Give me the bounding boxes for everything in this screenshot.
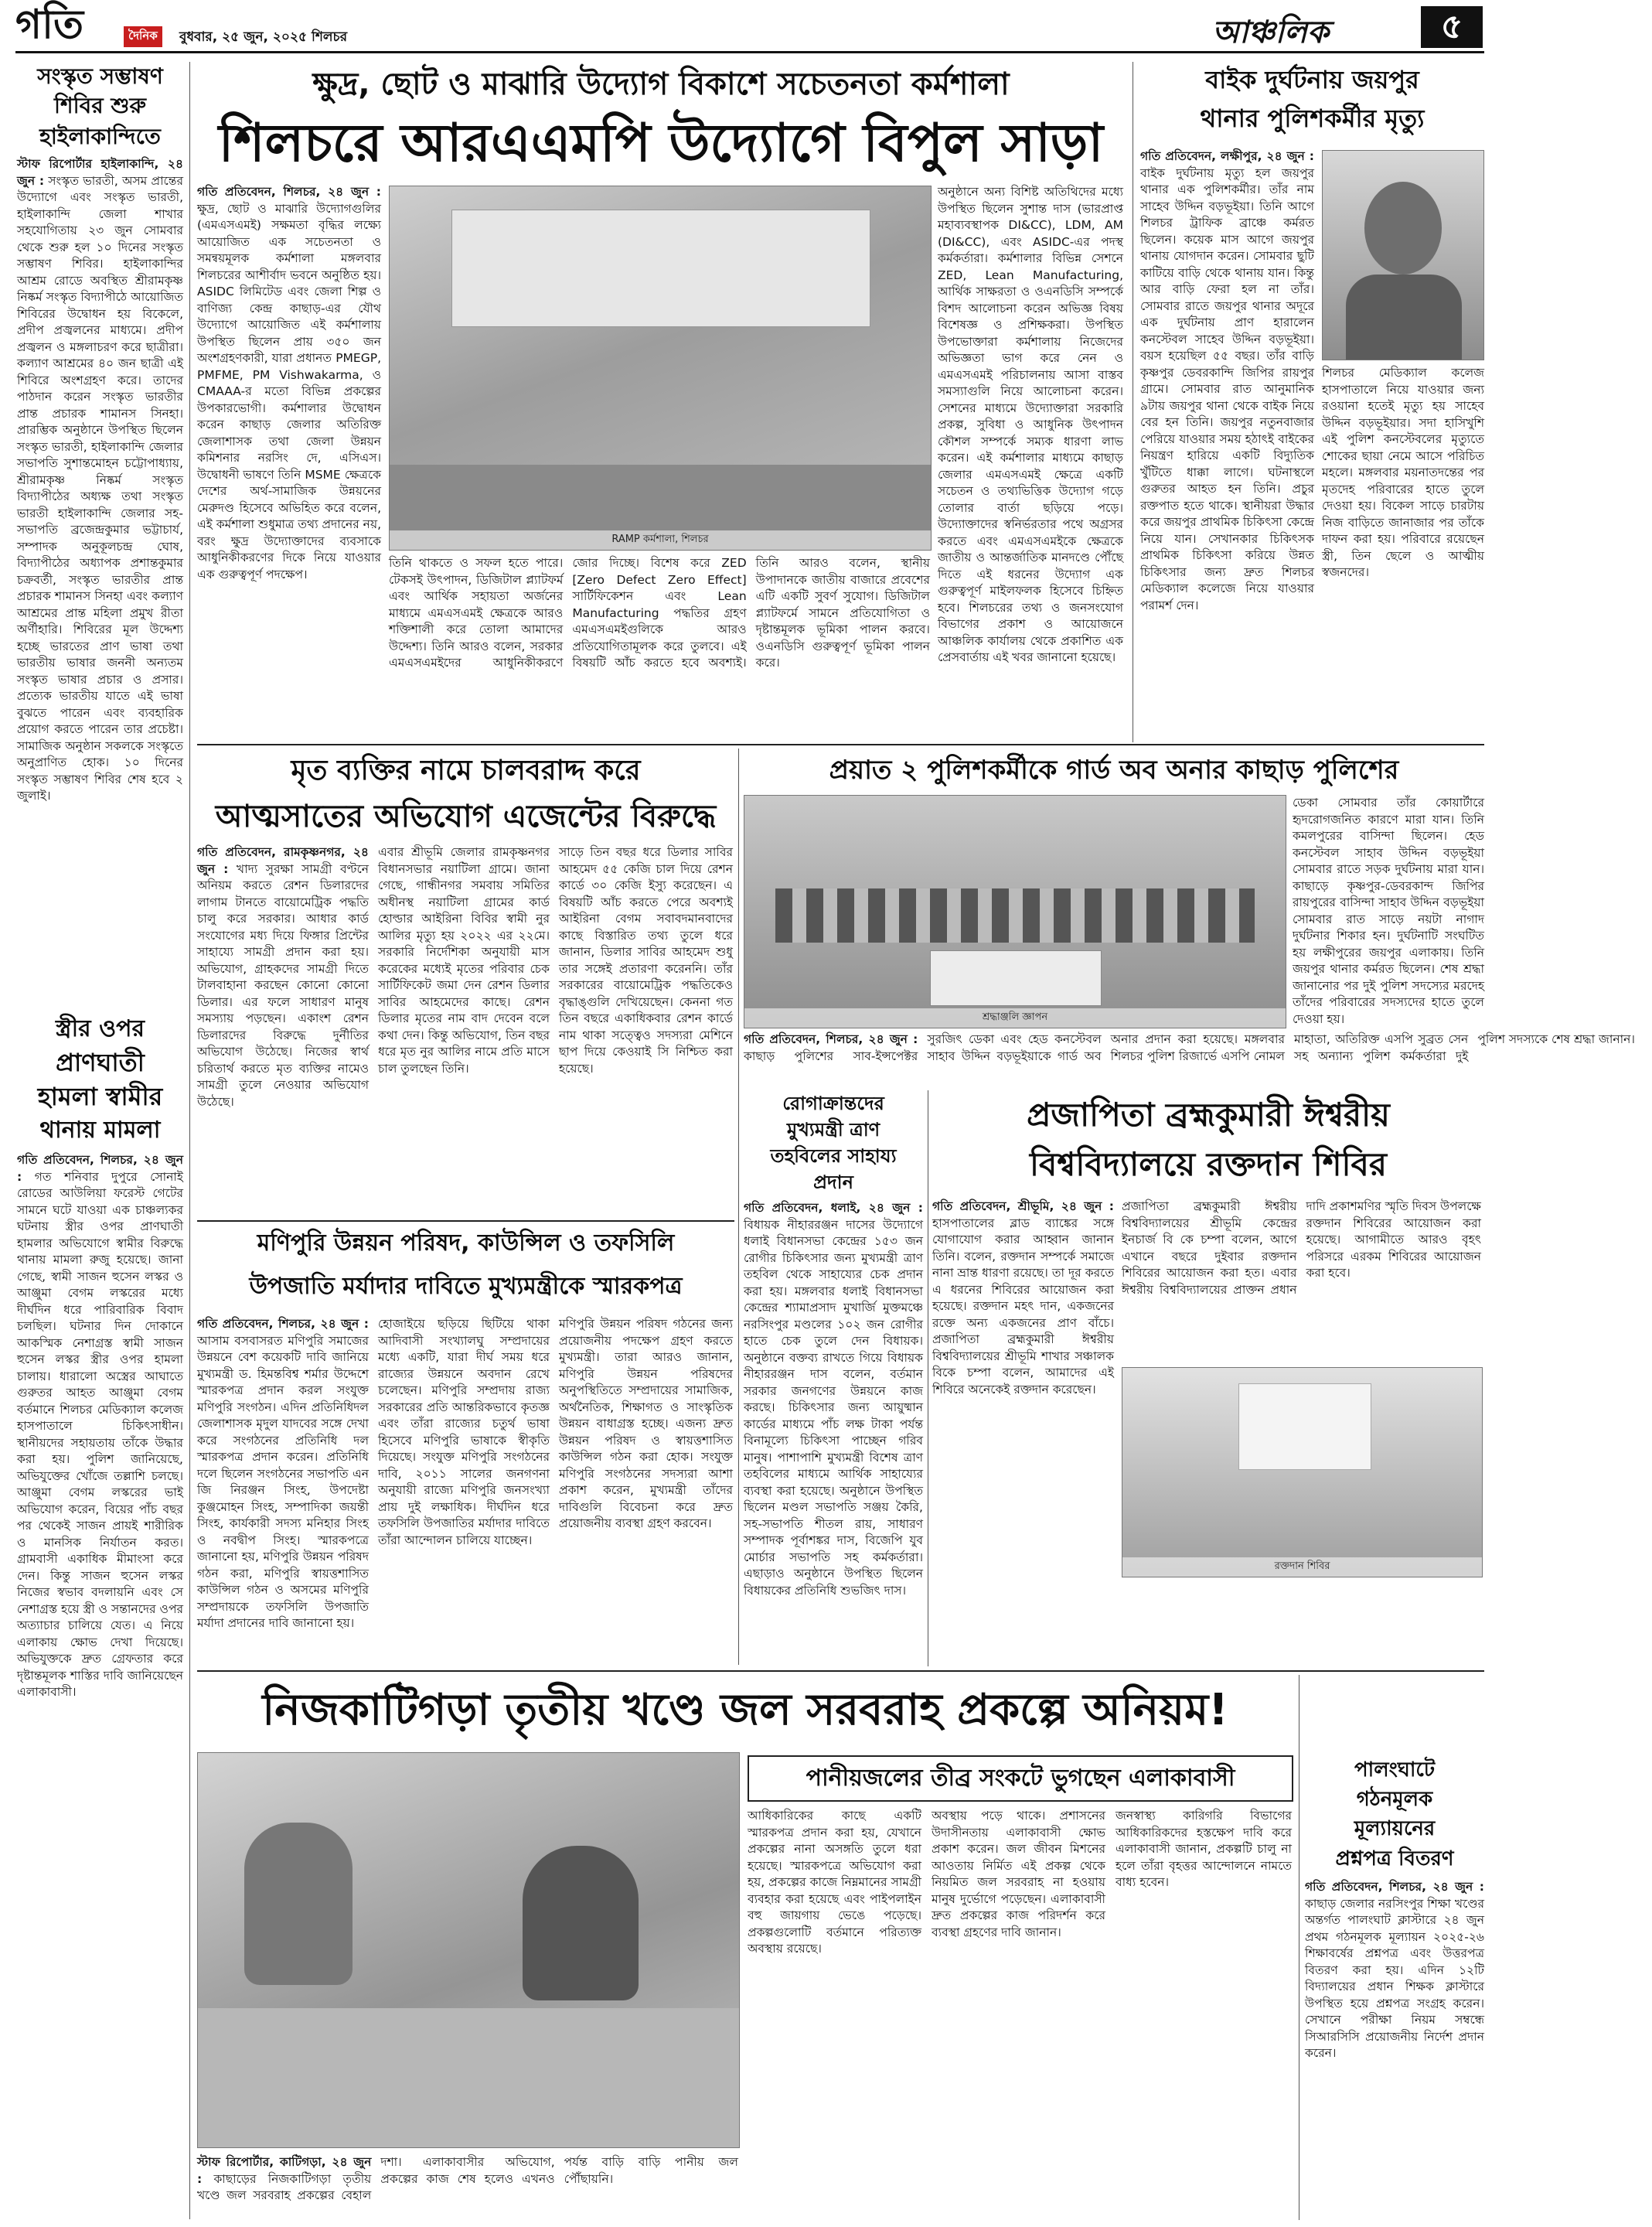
article-column bbox=[559, 1316, 733, 1664]
article-column bbox=[1140, 148, 1314, 736]
photo-caption: শ্রদ্ধাঞ্জলি জ্ঞাপন bbox=[744, 1008, 1286, 1028]
article-text: কাছাড় জেলার নরসিংপুর শিক্ষা খণ্ডের অন্তর্গত পালংঘাট ক্লাস্টারে ২৪ জুন প্রথম গঠনমূলক মূল্যায়ন ২০২৫-২৬ শিক্ষাবর্ষের প্রশ্নপত্র এবং উত্তরপত্র বিতরণ করা হয়। এদিন ১২টি বিদ্যালয়ের প্রধান শিক্ষক ক্লাস্টারে উপস্থিত হয়ে প্রশ্নপত্র সংগ্রহ করেন। সেখানে পরীক্ষা নিয়ম সম্বন্ধে সিআরসিসি প্রয়োজনীয় নির্দেশ প্রদান করেন। bbox=[1305, 1896, 1484, 2060]
headline: উপজাতি মর্যাদার দাবিতে মুখ্যমন্ত্রীকে স্মারকপত্র bbox=[249, 1273, 683, 1300]
article-column bbox=[932, 1808, 1105, 2218]
story-sanskrit bbox=[17, 62, 183, 1005]
headline: গঠনমূলক bbox=[1356, 1788, 1433, 1811]
blood-camp-photo bbox=[1122, 1367, 1483, 1577]
subhead-box bbox=[748, 1755, 1293, 1802]
byline: স্টাফ রিপোর্টার হাইলাকান্দি, ২৪ জুন : bbox=[17, 157, 183, 188]
article-column bbox=[1116, 1808, 1292, 2218]
article-column bbox=[197, 2154, 738, 2220]
article-body bbox=[1305, 1879, 1484, 2212]
byline: স্টাফ রিপোর্টার, কাটিগড়া, ২৪ জুন : bbox=[197, 2155, 372, 2186]
guard-of-honour-photo bbox=[744, 795, 1286, 1028]
article-column bbox=[932, 1199, 1114, 1663]
byline: গতি প্রতিবেদন, রামকৃষ্ণনগর, ২৪ জুন : bbox=[197, 845, 369, 876]
water-office-photo bbox=[197, 1752, 740, 2148]
headline: প্রাণঘাতী bbox=[56, 1048, 145, 1077]
story-ration-fraud bbox=[197, 749, 734, 1212]
story-ramp-banner bbox=[197, 60, 1125, 741]
story-bike-accident bbox=[1140, 60, 1484, 741]
photo-caption: রক্তদান শিবির bbox=[1122, 1557, 1482, 1577]
story-wife-attack bbox=[17, 1013, 183, 2219]
masthead-dainik-badge: দৈনিক bbox=[124, 26, 162, 47]
headline: পালংঘাটে bbox=[1354, 1758, 1435, 1782]
headline: স্ত্রীর ওপর bbox=[55, 1015, 145, 1042]
article-text: কাছাড় পুলিশের সাব-ইন্সপেক্টর সুরজিৎ ডেকা এবং হেড কনস্টেবল সাহাব উদ্দিন বড়ভূইয়াকে গার্ড অব অনার প্রদান করা হয়েছে। মঙ্গলবার শিলচর পুলিশ রিজার্ভে এসপি নোমল মাহাতা, অতিরিক্ত এসপি সুব্রত সেন সহ অন্যান্য পুলিশ কর্মকর্তারা দুই পুলিশ সদস্যকে শেষ শ্রদ্ধা জানান। bbox=[744, 1032, 1635, 1063]
article-column bbox=[1122, 1199, 1481, 1361]
masthead-logo: গতি bbox=[15, 2, 83, 48]
article-text: হোজাইয়ে ছড়িয়ে ছিটিয়ে থাকা আদিবাসী সংখ্যালঘু সম্প্রদায়ের মধ্যে একটি, যারা দীর্ঘ সময় ধরে রাজ্যের উন্নয়নে অবদান রেখে চলেছেন। মণিপুরি সম্প্রদায় রাজ্য সরকারের প্রতি আন্তরিকভাবে কৃতজ্ঞ এবং তাঁরা রাজ্যের চতুর্থ ভাষা হিসেবে মণিপুরি ভাষাকে স্বীকৃতি দিয়েছে। সংযুক্ত মণিপুরি সংগঠনের দাবি, ২০১১ সালের জনগণনা অনুযায়ী রাজ্যে মণিপুরি জনসংখ্যা প্রায় দুই লক্ষাধিক। দীর্ঘদিন ধরে তফসিলি উপজাতির মর্যাদার দাবিতে তাঁরা আন্দোলন চালিয়ে যাচ্ছেন। bbox=[378, 1317, 550, 1547]
article-body bbox=[744, 1200, 923, 1664]
article-text: খাদ্য সুরক্ষা সামগ্রী বণ্টনে অনিয়ম করতে রেশন ডিলারদের লাগাম টানতে বায়োমেট্রিক পদ্ধতি চালু করে সরকার। আধার কার্ড সংযোগের মধ্য দিয়ে ফিঙ্গার প্রিন্টের সাহায্যে সামগ্রী প্রদান করা হয়। অভিযোগ, গ্রাহকদের সামগ্রী দিতে টালবাহানা করছেন কোনো কোনো ডিলার। এর ফলে সাধারণ মানুষ সমস্যায় পড়ছেন। একাংশ রেশন ডিলারদের বিরুদ্ধে দুর্নীতির অভিযোগ উঠেছে। নিজের স্বার্থ চরিতার্থ করতে মৃত ব্যক্তির নামেও সামগ্রী তুলে নেওয়ার অভিযোগ উঠেছে। bbox=[197, 861, 369, 1109]
masthead-page-number: ৫ bbox=[1421, 6, 1483, 48]
article-column bbox=[197, 184, 381, 725]
article-column bbox=[1322, 365, 1484, 736]
article-text: জনস্বাস্থ্য কারিগরি বিভাগের আধিকারিকদের হস্তক্ষেপ দাবি করে এলাকাবাসী জানান, প্রকল্পটি চালু না হলে তাঁরা বৃহত্তর আন্দোলনে নামতে বাধ্য হবেন। bbox=[1116, 1809, 1292, 1889]
byline: গতি প্রতিবেদন, শিলচর, ২৪ জুন : bbox=[17, 1153, 183, 1184]
column-rule bbox=[189, 1330, 190, 2219]
headline: হাইলাকান্দিতে bbox=[39, 124, 161, 149]
headline: আত্মসাতের অভিযোগ এজেন্টের বিরুদ্ধে bbox=[215, 799, 717, 834]
article-text: আসাম বসবাসরত মণিপুরি সমাজের উন্নয়নে বেশ কয়েকটি দাবি জানিয়ে মুখ্যমন্ত্রী ড. হিমন্তবিশ্ব শর্মার উদ্দেশে স্মারকপত্র প্রদান করল সংযুক্ত মণিপুরি সংগঠন। এদিন প্রতিনিধিদল জেলাশাসক মৃদুল যাদবের সঙ্গে দেখা করে সংগঠনের প্রতিনিধি দল স্মারকপত্র প্রদান করেন। প্রতিনিধি দলে ছিলেন সংগঠনের সভাপতি এন জি নিরঞ্জন সিংহ, উপদেষ্টা কুঞ্জমোহন সিংহ, সম্পাদিকা জয়ন্তী সিংহ, কার্যকারী সদস্য মনিহার সিংহ ও নবদ্বীপ সিংহ। স্মারকপত্রে জানানো হয়, মণিপুরি উন্নয়ন পরিষদ গঠন করা, মণিপুরি স্বায়ত্তশাসিত কাউন্সিল গঠন ও অসমের মণিপুরি সম্প্রদায়কে তফসিলি উপজাতি মর্যাদা প্রদানের দাবি জানানো হয়। bbox=[197, 1333, 369, 1630]
article-column bbox=[197, 1316, 369, 1664]
story-guard-of-honour bbox=[744, 749, 1635, 1081]
headline: মণিপুরি উন্নয়ন পরিষদ, কাউন্সিল ও তফসিলি bbox=[257, 1229, 675, 1257]
headline: প্রদান bbox=[813, 1171, 853, 1193]
headline: মৃত ব্যক্তির নামে চালবরাদ্দ করে bbox=[291, 755, 641, 786]
masthead-date-line: বুধবার, ২৫ জুন, ২০২৫ শিলচর bbox=[179, 29, 348, 45]
masthead bbox=[15, 2, 1484, 53]
headline: হামলা স্বামীর bbox=[37, 1082, 163, 1111]
article-text: অনুষ্ঠানে অন্য বিশিষ্ট অতিথিদের মধ্যে উপস্থিত ছিলেন সুশান্ত দাস (ভারপ্রাপ্ত মহাব্যবস্থাপক DI&CC), LDM, AM (DI&CC), এবং ASIDC-এর পদস্থ কর্মকর্তারা। কর্মশালার বিভিন্ন সেশনে ZED, Lean Manufacturing, আর্থিক সাক্ষরতা ও ওএনডিসি সম্পর্কে বিশদ আলোচনা করেন অভিজ্ঞ বিষয় বিশেষজ্ঞ ও প্রশিক্ষকরা। উপস্থিত উপভোক্তারা কর্মশালায় নিজেদের অভিজ্ঞতা ভাগ করে নেন ও এমএসএমই পরিচালনায় আসা বাস্তব সমস্যাগুলি নিয়ে আলোচনা করেন। সেশনের মাধ্যমে উদ্যোক্তারা সরকারি প্রকল্প, সুবিধা ও আধুনিক উৎপাদন কৌশল সম্পর্কে সম্যক ধারণা লাভ করেন। এই কর্মশালার মাধ্যমে কাছাড় জেলার এমএসএমই ক্ষেত্রে একটি সচেতন ও তথ্যভিত্তিক উদ্যোগ গড়ে তোলার বার্তা ছড়িয়ে পড়ে। উদ্যোক্তাদের স্বনির্ভরতার পথে অগ্রসর করতে এবং এমএসএমইকে ক্ষেত্রকে জাতীয় ও আন্তর্জাতিক মানদণ্ডে পৌঁছে দিতে এই ধরনের উদ্যোগ এক গুরুত্বপূর্ণ মাইলফলক হিসেবে চিহ্নিত হবে। শিলচরের তথ্য ও জনসংযোগ বিভাগের প্রকাশ ও আয়োজনে আঞ্চলিক কার্যালয় থেকে প্রকাশিত এক প্রেসবার্তায় এই খবর জানানো হয়েছে। bbox=[938, 185, 1123, 664]
column-rule bbox=[738, 749, 739, 1665]
article-text: মণিপুরি উন্নয়ন পরিষদ গঠনের জন্য প্রয়োজনীয় পদক্ষেপ গ্রহণ করতে মুখ্যমন্ত্রী। তারা আরও জানান, মণিপুরি উন্নয়ন পরিষদের অনুপস্থিতিতে সম্প্রদায়ের সামাজিক, অর্থনৈতিক, শিক্ষাগত ও সাংস্কৃতিক উন্নয়ন বাধাগ্রস্ত হচ্ছে। এজন্য দ্রুত উন্নয়ন পরিষদ ও স্বায়ত্তশাসিত কাউন্সিল গঠন করা হোক। সংযুক্ত মণিপুরি সংগঠনের সদস্যরা আশা প্রকাশ করেন, মুখ্যমন্ত্রী তাঁদের দাবিগুলি বিবেচনা করে দ্রুত প্রয়োজনীয় ব্যবস্থা গ্রহণ করবেন। bbox=[559, 1317, 733, 1530]
article-text: এবার শ্রীভূমি জেলার রামকৃষ্ণনগর বিধানসভার নয়াটিলা গ্রামে। জানা গেছে, গান্ধীনগর সমবায় সমিতির অধীনস্থ নয়াটিলা গ্রামের কার্ড হোল্ডার আইরিনা বিবির স্বামী নুর আলির মৃত্যু হয় ২০২২ এর ২২মে। সরকারি নির্দেশিকা অনুযায়ী মাস করেকের মধ্যেই মৃতের পরিবার চেক সার্টিফিকেট জমা দেন রেশন ডিলার সাবির আহমেদের কাছে। রেশন ডিলার মৃতের নাম বাদ দেবেন বলে কথা দেন। কিন্তু অভিযোগ, তিন বছর ধরে মৃত নুর আলির নামে প্রতি মাসে চাল তুলছেন তিনি। bbox=[378, 845, 550, 1076]
article-text: বাইক দুর্ঘটনায় মৃত্যু হল জয়পুর থানার এক পুলিশকর্মীর। তাঁর নাম সাহেব উদ্দিন বড়ভূইয়া। তিনি আগে শিলচর ট্রাফিক ব্রাঞ্চে কর্মরত ছিলেন। কয়েক মাস আগে জয়পুর থানায় যোগদান করেন। সোমবার ছুটি কাটিয়ে বাড়ি থেকে থানায় যান। কিন্তু আর বাড়ি ফেরা হল না তাঁর। সোমবার রাতে জয়পুর থানার অদূরে এক দুর্ঘটনায় প্রাণ হারালেন কনস্টেবল সাহেব উদ্দিন বড়ভূইয়া। বয়স হয়েছিল ৫৫ বছর। তাঁর বাড়ি কৃষ্ণপুর ডেবরকান্দি জিপির রায়পুর গ্রামে। সোমবার রাত আনুমানিক ৯টায় জয়পুর থানা থেকে বাইক নিয়ে বের হন তিনি। জয়পুর নতুনবাজার পেরিয়ে যাওয়ার সময় হঠাৎই বাইকের নিয়ন্ত্রণ হারিয়ে একটি বিদ্যুতিক খুঁটিতে ধাক্কা লাগে। ঘটনাস্থলে গুরুতর আহত হন তিনি। প্রচুর রক্তপাত হতে থাকে। স্থানীয়রা উদ্ধার করে জয়পুর প্রাথমিক চিকিৎসা কেন্দ্রে নিয়ে যান। সেখানকার চিকিৎসক প্রাথমিক চিকিৎসা করিয়ে উন্নত চিকিৎসার জন্য দ্রুত শিলচর মেডিক্যাল কলেজে নিয়ে যাওয়ার পরামর্শ দেন। bbox=[1140, 165, 1314, 612]
article-body bbox=[17, 1152, 183, 2212]
article-column bbox=[197, 844, 369, 1208]
article-text: ডেকা সোমবার তাঁর কোয়ার্টারে হৃদরোগজনিত কারণে মারা যান। তিনি কমলপুরের বাসিন্দা ছিলেন। হেড কনস্টেবল সাহাব উদ্দিন বড়ভূইয়া সোমবার রাতে সড়ক দুর্ঘটনায় মারা যান। কাছাড়ে কৃষ্ণপুর-ডেবরকান্দ জিপির রায়পুরের বাসিন্দা সাহাব উদ্দিন বড়ভূইয়া সোমবার রাত সাড়ে নয়টা নাগাদ দুর্ঘটনার শিকার হন। দুর্ঘটনাটি সংঘটিত হয় লক্ষীপুরের জয়পুর এলাকায়। তিনি জয়পুর থানার কর্মরত ছিলেন। শেষ শ্রদ্ধা জানানোর পর দুই পুলিশ সদস্যের মরদেহ তাঁদের পরিবারের সদস্যদের হাতে তুলে দেওয়া হয়। bbox=[1293, 796, 1484, 1026]
headline: প্রজাপিতা ব্রহ্মকুমারী ঈশ্বরীয় bbox=[1027, 1096, 1390, 1134]
column-rule bbox=[189, 62, 190, 1330]
headline: বিশ্ববিদ্যালয়ে রক্তদান শিবির bbox=[1030, 1145, 1387, 1183]
article-text: সাড়ে তিন বছর ধরে ডিলার সাবির আহমেদ ৫৫ কেজি চাল দিয়ে রেশন কার্ডে ৩০ কেজি ইস্যু করেছেন। এ বিষয়টি আঁচ করতে পেরে অবশ্যই আইরিনা বেগম সবাবদমানবাদের কাছে বিস্তারিত তথ্য তুলে ধরে জানান, ডিলার সাবির আহমেদ শুধু তার সঙ্গেই প্রতারণা করেননি। তাঁর সরকারের বায়োমেট্রিক পদ্ধতিকেও বৃদ্ধাঙ্গুলি দেখিয়েছেন। কেননা গত তিন বছরে একাধিকবার রেশন কার্ডে নাম থাকা সত্ত্বেও সদস্যরা মেশিনে ছাপ দিয়ে কেওয়াই সি নিশ্চিত করা হয়েছে। bbox=[559, 845, 733, 1076]
workshop-photo bbox=[389, 186, 932, 551]
article-text: শিলচর মেডিক্যাল কলেজ হাসপাতালে নিয়ে যাওয়ার জন্য রওয়ানা হতেই মৃত্যু হয় সাহেব উদ্দিন বড়ভূইয়ার। সদা হাসিখুশি এই পুলিশ কনস্টেবলের মৃত্যুতে শোকের ছায়া নেমে আসে পরিচিত মহলে। মঙ্গলবার ময়নাতদন্তের পর মৃতদেহ পরিবারের হাতে তুলে দেওয়া হয়। বিকেল সাড়ে চারটায় নিজ বাড়িতে জানাজার পর তাঁকে দাফন করা হয়। পরিবারে রয়েছেন স্ত্রী, তিন ছেলে ও আত্মীয় স্বজনদের। bbox=[1322, 366, 1484, 579]
article-body bbox=[17, 156, 183, 991]
headline: প্রশ্নপত্র বিতরণ bbox=[1335, 1847, 1454, 1871]
headline: থানার পুলিশকর্মীর মৃত্যু bbox=[1200, 104, 1425, 133]
masthead-section: আঞ্চলিক bbox=[1212, 14, 1329, 50]
article-column bbox=[748, 1808, 921, 2218]
article-column bbox=[744, 1032, 1635, 1081]
kicker-headline: ক্ষুদ্র, ছোট ও মাঝারি উদ্যোগ বিকাশে সচেতনতা কর্মশালা bbox=[312, 67, 1010, 102]
headline: সংস্কৃত সম্ভাষণ bbox=[37, 63, 163, 89]
story-manipuri-memorandum bbox=[197, 1220, 734, 1666]
byline: গতি প্রতিবেদন, শিলচর, ২৪ জুন : bbox=[197, 1317, 369, 1331]
story-blood-donation-camp bbox=[932, 1090, 1484, 1666]
byline: গতি প্রতিবেদন, শিলচর, ২৪ জুন : bbox=[744, 1032, 918, 1046]
story-cm-relief-fund bbox=[744, 1090, 923, 1666]
headline: বাইক দুর্ঘটনায় জয়পুর bbox=[1205, 65, 1419, 94]
article-column bbox=[378, 844, 550, 1208]
article-column bbox=[378, 1316, 550, 1664]
headline: মুখ্যমন্ত্রী ত্রাণ bbox=[786, 1119, 880, 1141]
headline: থানায় মামলা bbox=[39, 1117, 161, 1144]
article-text: ক্ষুদ্র, ছোট ও মাঝারি উদ্যোগগুলির (এমএসএমই) সক্ষমতা বৃদ্ধির লক্ষ্যে আয়োজিত এক সচেতনতা ও সমন্বয়মূলক কর্মশালা মঙ্গলবার শিলচরের আশীর্বাদ ভবনে অনুষ্ঠিত হয়। ASIDC লিমিটেড এবং জেলা শিল্প ও বাণিজ্য কেন্দ্র কাছাড়-এর যৌথ উদ্যোগে আয়োজিত এই কর্মশালায় উপস্থিত ছিলেন প্রায় ৩৫০ জন অংশগ্রহণকারী, যারা প্রধানত PMEGP, PMFME, PM Vishwakarma, ও CMAAA-র মতো বিভিন্ন প্রকল্পের উপকারভোগী। কর্মশালার উদ্বোধন করেন কাছাড় জেলার অতিরিক্ত জেলাশাসক তথা জেলা উন্নয়ন কমিশনার নরসিং দে, এসিএস। উদ্বোধনী ভাষণে তিনি MSME ক্ষেত্রকে দেশের অর্থ-সামাজিক উন্নয়নের মেরুদণ্ড হিসেবে অভিহিত করে বলেন, এই কর্মশালা শুধুমাত্র তথ্য প্রদানের নয়, বরং ক্ষুদ্র উদ্যোক্তাদের ব্যবসাকে আধুনিকীকরণের দিকে নিয়ে যাওয়ার এক গুরুত্বপূর্ণ পদক্ষেপ। bbox=[197, 201, 381, 581]
headline: প্রয়াত ২ পুলিশকর্মীকে গার্ড অব অনার কাছাড় পুলিশের bbox=[829, 755, 1399, 786]
photo-caption: RAMP কর্মশালা, শিলচর bbox=[390, 530, 931, 550]
banner-headline: নিজকাটিগড়া তৃতীয় খণ্ডে জল সরবরাহ প্রকল্পে অনিয়ম! bbox=[262, 1685, 1228, 1735]
article-column bbox=[389, 555, 930, 733]
article-text: অবস্থায় পড়ে থাকে। প্রশাসনের উদাসীনতায় এলাকাবাসী ক্ষোভ প্রকাশ করেন। জল জীবন মিশনের আওতায় নির্মিত এই প্রকল্প থেকে নিয়মিত জল সরবরাহ না হওয়ায় মানুষ দুর্ভোগে পড়েছেন। এলাকাবাসী দ্রুত প্রকল্পের কাজ পরিদর্শন করে ব্যবস্থা গ্রহণের দাবি জানান। bbox=[932, 1809, 1105, 1939]
article-text: কাছাড়ের নিজকাটিগড়া তৃতীয় খণ্ডে জল সরবরাহ প্রকল্পের বেহাল দশা। এলাকাবাসীর অভিযোগ, প্রকল্পের কাজ শেষ হলেও এখনও পর্যন্ত বাড়ি বাড়ি পানীয় জল পৌঁছায়নি। bbox=[197, 2155, 738, 2202]
headline: তহবিলের সাহায্য bbox=[770, 1145, 897, 1167]
article-text: আধিকারিকের কাছে একটি স্মারকপত্র প্রদান করা হয়, যেখানে প্রকল্পের নানা অসঙ্গতি তুলে ধরা হয়েছে। স্মারকপত্রে অভিযোগ করা হয়, প্রকল্পের কাজে নিম্নমানের সামগ্রী ব্যবহার করা হয়েছে এবং পাইপলাইন বহু জায়গায় ভেঙে পড়েছে। প্রকল্পগুলোটি বর্তমানে পরিত্যক্ত অবস্থায় রয়েছে। bbox=[748, 1809, 921, 1956]
article-column bbox=[938, 184, 1123, 733]
byline: গতি প্রতিবেদন, শিলচর, ২৪ জুন : bbox=[1305, 1880, 1484, 1894]
article-text: হাসপাতালের ব্লাড ব্যাঙ্কের সঙ্গে যোগাযোগ করার আহ্বান জানান তিনি। বলেন, রক্তদান সম্পর্কে সমাজে নানা ভ্রান্ত ধারণা রয়েছে। তা দূর করতে এ ধরনের শিবিরের আয়োজন করা হয়েছে। রক্তদান মহৎ দান, একজনের রক্তে অন্য একজনের প্রাণ বাঁচে। প্রজাপিতা ব্রহ্মকুমারী ঈশ্বরীয় বিশ্ববিদ্যালয়ের শ্রীভূমি শাখার সঞ্চালক বিকে চম্পা বলেন, আমাদের এই শিবিরে অনেকেই রক্তদান করেছেন। bbox=[932, 1216, 1114, 1397]
section-divider bbox=[197, 744, 1484, 745]
article-text: তিনি থাকতে ও সফল হতে পারে। টেকসই উৎপাদন, ডিজিটাল প্ল্যাটফর্ম এবং আর্থিক সহায়তা অর্জনের মাধ্যমে এমএসএমই ক্ষেত্রকে আরও শক্তিশালী করে তোলা আমাদের উদ্দেশ্য। তিনি আরও বলেন, সরকার এমএসএমইদের আধুনিকীকরণে জোর দিচ্ছে। বিশেষ করে ZED [Zero Defect Zero Effect] সার্টিফিকেশন এবং Lean Manufacturing পদ্ধতির গ্রহণ এমএসএমইগুলিকে আরও প্রতিযোগিতামূলক করে তুলবে। এই বিষয়টি আঁচ করতে হবে অবশ্যই। তিনি আরও বলেন, স্থানীয় উপাদানকে জাতীয় বাজারে প্রবেশের এটি একটি সুবর্ণ সুযোগ। ডিজিটাল প্ল্যাটফর্মে সামনে প্রতিযোগিতা ও দৃষ্টান্তমূলক ভূমিকা পালন করবে। ওএনডিসি গুরুত্বপূর্ণ ভূমিকা পালন করে। bbox=[389, 556, 930, 670]
section-divider bbox=[197, 1670, 1484, 1672]
byline: গতি প্রতিবেদন, ধলাই, ২৪ জুন : bbox=[744, 1201, 923, 1215]
article-text: প্রজাপিতা ব্রহ্মকুমারী ঈশ্বরীয় বিশ্ববিদ্যালয়ের শ্রীভূমি কেন্দ্রের ইনচার্জ বি কে চম্পা বলেন, আগে এখানে বছরে দুইবার রক্তদান শিবিরের আয়োজন করা হত। এবার ঈশ্বরীয় বিশ্ববিদ্যালয়ের প্রাক্তন প্রধান দাদি প্রকাশমণির স্মৃতি দিবস উপলক্ষে রক্তদান শিবিরের আয়োজন করা হয়েছে। আগামীতে আরও বৃহৎ পরিসরে এরকম শিবিরের আয়োজন করা হবে। bbox=[1122, 1199, 1481, 1297]
story-water-supply bbox=[197, 1675, 1293, 2220]
article-column bbox=[559, 844, 733, 1208]
article-text: সংস্কৃত ভারতী, অসম প্রান্তের উদ্যোগে এবং সংস্কৃত ভারতী, হাইলাকান্দি জেলা শাখার সহযোগিতায় ২৩ জুন সোমবার থেকে শুরু হল ১০ দিনের সংস্কৃত সম্ভাষণ শিবির। হাইলাকান্দির আশ্রম রোডে অবস্থিত শ্রীরামকৃষ্ণ নিষ্কর্ম সংস্কৃত বিদ্যাপীঠে আয়োজিত শিবিরের উদ্বোধন হয় বিকেলে, প্রদীপ প্রজ্বলনের মাধ্যমে। প্রদীপ প্রজ্বলন ও মঙ্গলাচরণ করে ছাত্রীরা। কল্যাণ আশ্রমের ৪০ জন ছাত্রী এই শিবিরে অংশগ্রহণ করে। তাদের পাঠদান করেন সংস্কৃত ভারতীর প্রান্ত প্রচারক শামানস সিনহা। প্রারম্ভিক অনুষ্ঠানে উপস্থিত ছিলেন সংস্কৃত ভারতী, হাইলাকান্দি জেলার সভাপতি সুশান্তমোহন চট্টোপাধ্যায়, শ্রীরামকৃষ্ণ নিষ্কর্ম সংস্কৃত বিদ্যাপীঠের অধ্যক্ষ তথা সংস্কৃত ভারতী হাইলাকান্দি জেলার সহ-সভাপতি ব্রজেন্দ্রকুমার ভট্টাচার্য, সম্পাদক অনুকূলচন্দ্র ঘোষ, বিদ্যাপীঠের অধ্যাপক প্রশান্তকুমার চক্রবর্তী, সংস্কৃত ভারতীর প্রান্ত প্রচারক শামানস সিনহা এবং কল্যাণ আশ্রমের প্রান্ত মহিলা প্রমুখ রীতা অর্ণীহারি। শিবিরের মূল উদ্দেশ্য হচ্ছে ভারতের প্রাণ ভাষা তথা ভারতীয় ভাষার জননী অন্যতম সংস্কৃত ভাষার প্রচার ও প্রসার। প্রত্যেক ভারতীয় যাতে এই ভাষা বুঝতে পারেন এবং ব্যবহারিক প্রয়োগ করতে পারেন তার প্রচেষ্টা। সামাজিক অনুষ্ঠান সকলকে সংস্কৃতে অনুপ্রাণিত হোক। ১০ দিনের সংস্কৃত সম্ভাষণ শিবির শেষ হবে ২ জুলাই। bbox=[17, 173, 183, 803]
headline: মূল্যায়নের bbox=[1354, 1817, 1436, 1840]
subhead: পানীয়জলের তীব্র সংকটে ভুগছেন এলাকাবাসী bbox=[806, 1765, 1235, 1792]
article-text: গত শনিবার দুপুরে সোনাই রোডের আউলিয়া ফরেস্ট গেটের সামনে ঘটে যাওয়া এক চাঞ্চল্যকর ঘটনায় স্ত্রীর ওপর প্রাণঘাতী হামলার অভিযোগে স্বামীর বিরুদ্ধে থানায় মামলা রুজু হয়েছে। জানা গেছে, স্বামী সাজন হুসেন লস্কর ও আঞ্জুমা বেগম লস্করের মধ্যে দীর্ঘদিন ধরে পারিবারিক বিবাদ চলছিল। ঘটনার দিন দোকানে আকস্মিক নেশাগ্রস্ত স্বামী সাজন হুসেন লস্কর স্ত্রীর ওপর হামলা চালায়। ধারালো অস্ত্রের আঘাতে গুরুতর আহত আঞ্জুমা বেগম বর্তমানে শিলচর মেডিক্যাল কলেজ হাসপাতালে চিকিৎসাধীন। স্থানীয়দের সহায়তায় তাঁকে উদ্ধার করা হয়। পুলিশ জানিয়েছে, অভিযুক্তের খোঁজে তল্লাশি চলছে। আঞ্জুমা বেগম লস্করের ভাই অভিযোগ করেন, বিয়ের পাঁচ বছর পর থেকেই সাজন প্রায়ই শারীরিক ও মানসিক নির্যাতন করত। গ্রামবাসী একাধিক মীমাংসা করে দেন। কিন্তু সাজন হুসেন লস্কর নিজের স্বভাব বদলায়নি এবং সে নেশাগ্রস্ত হয়ে স্ত্রী ও সন্তানদের ওপর অত্যাচার চালিয়ে যেত। এ নিয়ে এলাকায় ক্ষোভ দেখা দিয়েছে। অভিযুক্তকে দ্রুত গ্রেফতার করে দৃষ্টান্তমূলক শাস্তির দাবি জানিয়েছেন এলাকাবাসী। bbox=[17, 1169, 183, 1699]
article-text: বিধায়ক নীহাররঞ্জন দাসের উদ্যোগে ধলাই বিধানসভা কেন্দ্রের ১৫৩ জন রোগীর চিকিৎসার জন্য মুখ্যমন্ত্রী ত্রাণ তহবিল থেকে সাহায্যের চেক প্রদান করা হয়। মঙ্গলবার ধলাই বিধানসভা কেন্দ্রের শ্যামাপ্রসাদ মুখার্জি মুক্তমঞ্চে নরসিংপুর মণ্ডলের ১০২ জন রোগীর হাতে চেক তুলে দেন বিধায়ক। অনুষ্ঠানে বক্তব্য রাখতে গিয়ে বিধায়ক নীহাররঞ্জন দাস বলেন, বর্তমান সরকার জনগণের উন্নয়নে কাজ করছে। চিকিৎসার জন্য আয়ুষ্মান কার্ডের মাধ্যমে পাঁচ লক্ষ টাকা পর্যন্ত বিনামূল্যে চিকিৎসা পাচ্ছেন গরিব মানুষ। পাশাপাশি মুখ্যমন্ত্রী বিশেষ ত্রাণ তহবিলের মাধ্যমে আর্থিক সাহায্যের ব্যবস্থা করা হয়েছে। অনুষ্ঠানে উপস্থিত ছিলেন মণ্ডল সভাপতি সঞ্জয় কৈরি, সহ-সভাপতি শীতল রায়, সাধারণ সম্পাদক পূর্বাশঙ্কর দাস, বিজেপি যুব মোর্চার সভাপতি সহ কর্মকর্তারা। এছাড়াও অনুষ্ঠানে উপস্থিত ছিলেন বিধায়কের প্রতিনিধি শুভজিৎ দাস। bbox=[744, 1217, 923, 1598]
headline: শিবির শুরু bbox=[54, 93, 146, 118]
byline: গতি প্রতিবেদন, শিলচর, ২৪ জুন : bbox=[197, 185, 381, 199]
story-exam-paper bbox=[1305, 1755, 1484, 2219]
headline: রোগাক্রান্তদের bbox=[782, 1093, 884, 1114]
banner-headline: শিলচরে আরএএমপি উদ্যোগে বিপুল সাড়া bbox=[218, 113, 1104, 174]
byline: গতি প্রতিবেদন, লক্ষীপুর, ২৪ জুন : bbox=[1140, 149, 1314, 163]
byline: গতি প্রতিবেদন, শ্রীভূমি, ২৪ জুন : bbox=[932, 1199, 1114, 1213]
victim-portrait-photo bbox=[1322, 150, 1484, 360]
